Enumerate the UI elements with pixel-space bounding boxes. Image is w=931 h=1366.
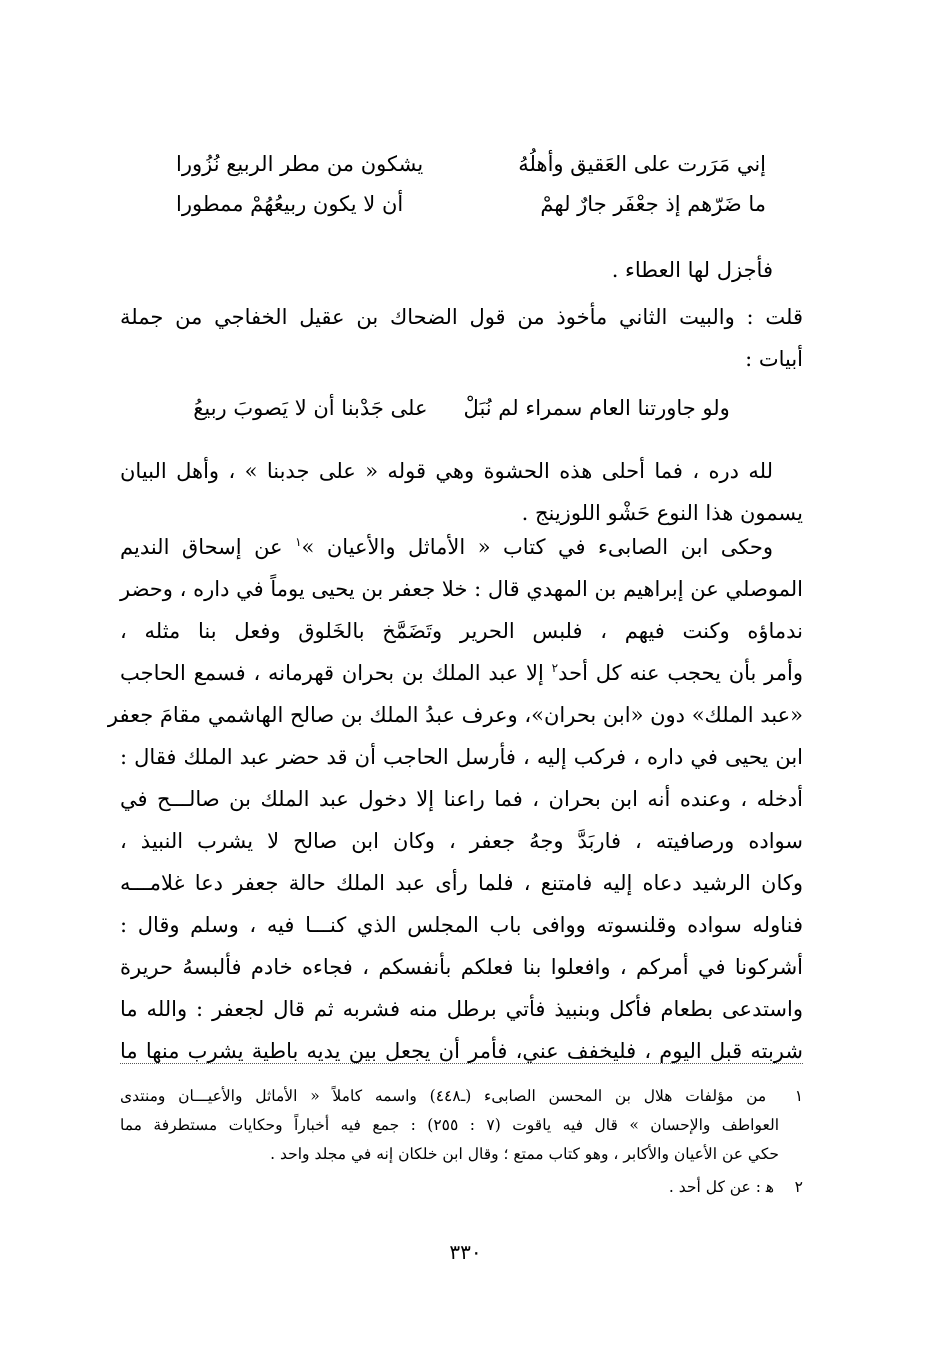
footnote-line: العواطف والإحسان » قال فيه ياقوت (٧ : ٢٥٥) : جمع فيه أخباراً وحكايات مستطرفة مما — [120, 1116, 780, 1134]
page-number: ٣٣٠ — [449, 1240, 482, 1264]
text-line — [120, 526, 803, 568]
text-line: فأجزل لها العطاء . — [611, 258, 773, 282]
footnote-number: ٢ — [794, 1178, 803, 1196]
verse-second-hemistich: على جَدْبنا أن لا يَصوبَ ربيعُ — [193, 396, 428, 420]
verse-line — [156, 144, 766, 184]
verse-second-hemistich: يشكون من مطر الربيع نُزُورا — [176, 152, 424, 176]
verse-second-hemistich: أن لا يكون ربيعُهُمْ ممطورا — [176, 192, 404, 216]
footnote-ref[interactable]: ٢ — [551, 661, 559, 675]
footnotes — [120, 1082, 803, 1202]
text-run: وحكى ابن الصابىء في كتاب « الأماثل والأعيان » — [301, 535, 773, 559]
text-line: سواده ورصافيته ، فاربَدَّ وجهُ جعفر ، وكان ابن صالح لا يشرب النبيذ ، — [120, 829, 803, 853]
text-line: أشركونا في أمركم ، وافعلوا بنا فعلكم بأنفسكم ، فجاءه خادم فألبسهُ حريرة — [120, 955, 803, 979]
text-run: إلا عبد الملك بن بحران قهرمانه ، فسمع الحاجب — [120, 661, 552, 685]
paragraph — [107, 526, 803, 1072]
text-line: قلت : والبيت الثاني مأخوذ من قول الضحاك بن عقيل الخفاجي من جملة — [120, 305, 803, 329]
footnote-text: ﻫ : عن كل أحد . — [668, 1178, 775, 1196]
paragraph — [120, 249, 803, 291]
text-line: أدخله ، وعنده أنه ابن بحران ، فما راعنا إلا دخول عبد الملك بن صالـــح في — [120, 787, 803, 811]
footnote-line — [120, 1082, 803, 1111]
text-line: يسمون هذا النوع حَشْو اللوزينج . — [521, 501, 803, 525]
footnote-ref[interactable]: ١ — [295, 535, 302, 549]
verse-first-hemistich: إني مَرَرت على العَقيق وأهلُهُ — [518, 152, 766, 176]
verse-block — [156, 144, 766, 224]
verse-first-hemistich: ولو جاورتنا العام سمراء لم نُبَلْ — [463, 396, 730, 420]
text-run: عن إسحاق النديم — [120, 535, 296, 559]
text-line: وكان الرشيد دعاه إليه فامتنع ، فلما رأى عبد الملك حالة جعفر دعا غلامـــه — [120, 871, 803, 895]
paragraph — [120, 296, 803, 380]
text-line: الموصلي عن إبراهيم بن المهدي قال : خلا جعفر بن يحيى يوماً في داره ، وحضر — [120, 577, 803, 601]
text-line: فناوله سواده وقلنسوته ووافى باب المجلس الذي كنـــا فيه ، وسلم وقال : — [120, 913, 803, 937]
footnote-separator — [120, 1063, 803, 1064]
footnote-line — [120, 1173, 803, 1202]
text-line: لله دره ، فما أحلى هذه الحشوة وهي قوله « على جدبنا » ، وأهل البيان — [120, 459, 773, 483]
text-line — [120, 652, 803, 694]
verse-line — [156, 184, 766, 224]
footnote-number: ١ — [794, 1087, 804, 1105]
text-line: واستدعى بطعام فأكل وبنبيذ فأتي برطل منه فشربه ثم قال لجعفر : والله ما — [120, 997, 803, 1021]
paragraph — [120, 450, 803, 534]
footnote-line: حكي عن الأعيان والأكابر ، وهو كتاب ممتع ؛ وقال ابن خلكان إنه في مجلد واحد . — [270, 1145, 779, 1163]
footnote-text: من مؤلفات هلال بن المحسن الصابىء (ـ٤٤٨) واسمه كاملاً « الأماثل والأعيـــان ومنتدى — [120, 1087, 767, 1105]
text-line: ندماؤه وكنت فيهم ، فلبس الحرير وتَضَمَّخ بالخَلوق وفعل بنا مثله ، — [120, 619, 803, 643]
text-line: شربته قبل اليوم ، فليخفف عني، فأمر أن يجعل بين يديه باطية يشرب منها ما — [120, 1039, 803, 1063]
verse-first-hemistich: ما ضَرّهم إذ جعْفَر جارٌ لهمْ — [540, 192, 766, 216]
text-line: «عبد الملك» دون «ابن بحران»، وعرف عبدُ الملك بن صالح الهاشمي مقامَ جعفر — [107, 703, 803, 727]
text-line: ابن يحيى في داره ، فركب إليه ، فأرسل الحاجب أن قد حضر عبد الملك فقال : — [120, 745, 803, 769]
text-line: أبيات : — [745, 347, 803, 371]
text-run: وأمر بأن يحجب عنه كل أحد — [558, 661, 803, 685]
quoted-verse — [120, 388, 803, 428]
